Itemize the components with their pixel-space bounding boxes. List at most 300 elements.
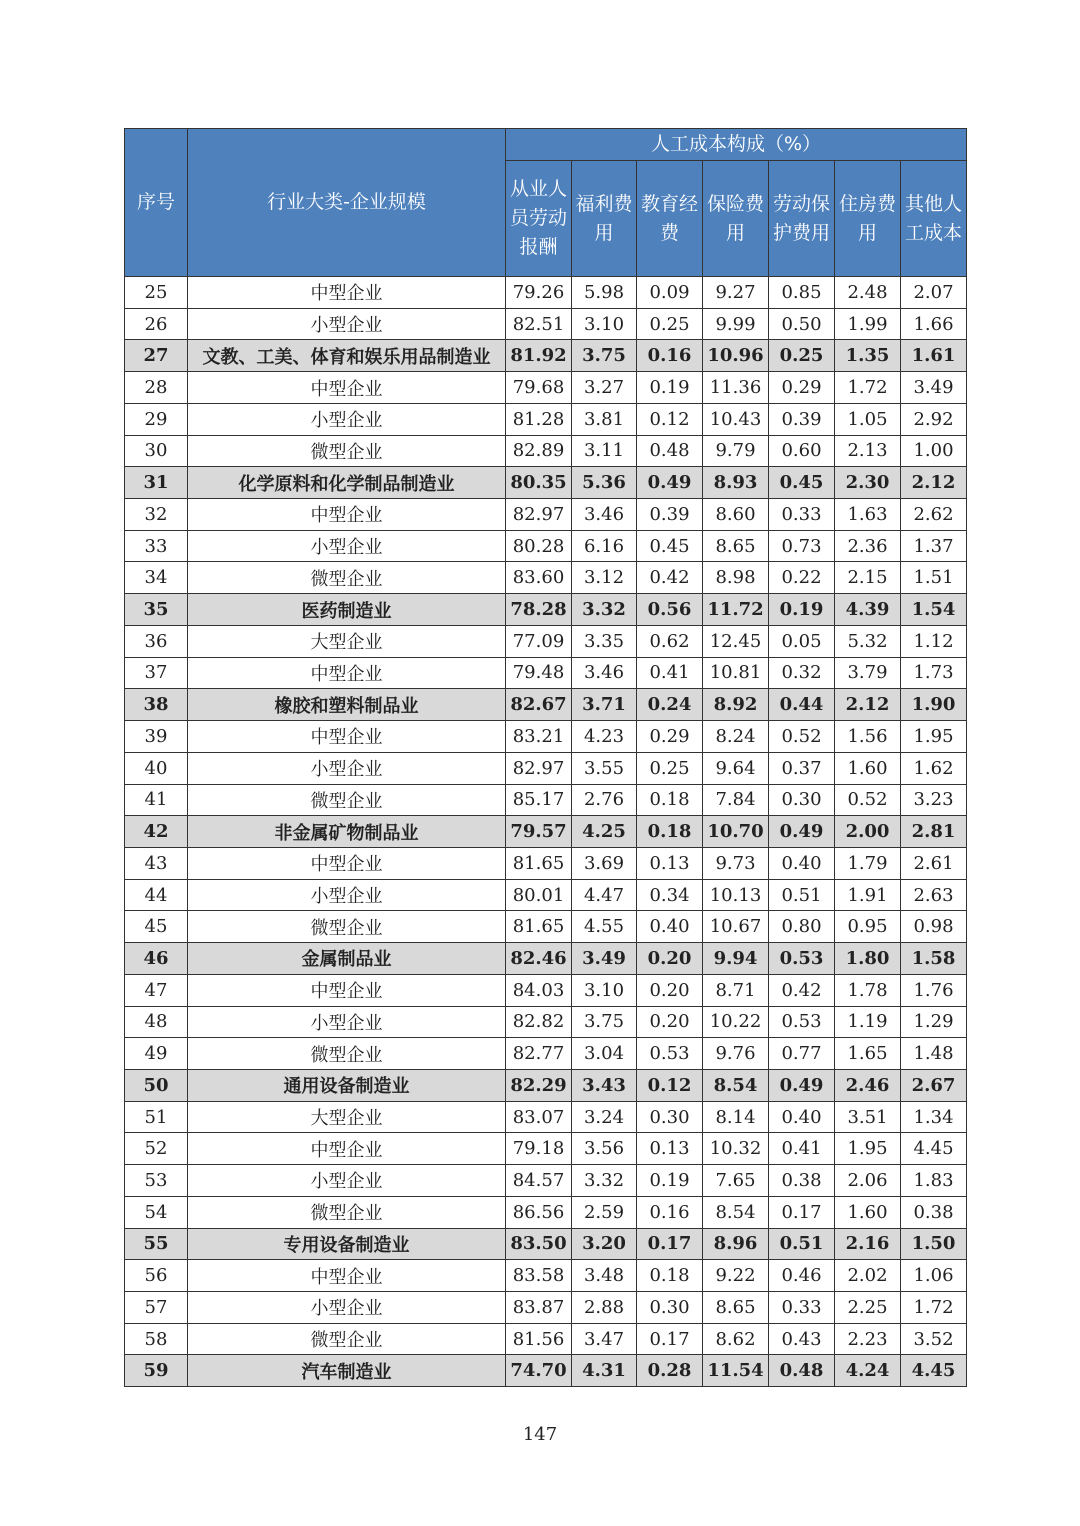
row-seq: 36 [125,625,188,657]
row-value: 3.52 [901,1323,967,1355]
table-row [125,847,967,879]
row-value: 0.13 [637,1133,703,1165]
row-value: 3.12 [572,562,637,594]
row-value: 0.18 [637,816,703,848]
row-value: 12.45 [703,625,769,657]
row-value: 3.49 [901,372,967,404]
row-value: 79.26 [506,277,572,309]
row-value: 85.17 [506,784,572,816]
row-value: 81.65 [506,847,572,879]
table-row [125,974,967,1006]
row-value: 0.48 [769,1355,835,1387]
row-seq: 53 [125,1165,188,1197]
category-row [125,943,967,975]
row-value: 5.36 [572,467,637,499]
row-value: 8.65 [703,530,769,562]
row-value: 8.71 [703,974,769,1006]
row-industry: 医药制造业 [188,594,506,626]
row-seq: 58 [125,1323,188,1355]
row-seq: 33 [125,530,188,562]
row-value: 0.53 [769,943,835,975]
row-seq: 38 [125,689,188,721]
table-body [125,277,967,1387]
table-row [125,562,967,594]
row-value: 1.91 [835,879,901,911]
row-seq: 47 [125,974,188,1006]
row-value: 1.78 [835,974,901,1006]
row-seq: 50 [125,1069,188,1101]
row-value: 0.49 [637,467,703,499]
row-value: 0.45 [637,530,703,562]
row-value: 0.52 [769,721,835,753]
row-seq: 40 [125,752,188,784]
row-value: 10.67 [703,911,769,943]
row-value: 9.22 [703,1260,769,1292]
row-seq: 52 [125,1133,188,1165]
labor-cost-table [124,128,967,1387]
table-row [125,372,967,404]
row-value: 0.16 [637,1196,703,1228]
row-value: 0.17 [769,1196,835,1228]
row-value: 81.65 [506,911,572,943]
row-value: 8.62 [703,1323,769,1355]
row-value: 83.87 [506,1292,572,1324]
row-seq: 31 [125,467,188,499]
header-seq: 序号 [125,129,188,277]
row-value: 3.71 [572,689,637,721]
row-value: 82.97 [506,499,572,531]
row-value: 1.00 [901,435,967,467]
row-industry: 文教、工美、体育和娱乐用品制造业 [188,340,506,372]
row-value: 0.44 [769,689,835,721]
row-value: 0.18 [637,1260,703,1292]
row-value: 1.56 [835,721,901,753]
row-value: 4.23 [572,721,637,753]
row-value: 8.24 [703,721,769,753]
row-value: 82.97 [506,752,572,784]
header-col-compensation: 从业人员劳动报酬 [506,161,572,277]
row-seq: 37 [125,657,188,689]
row-seq: 56 [125,1260,188,1292]
table-row [125,879,967,911]
row-value: 2.06 [835,1165,901,1197]
row-industry: 中型企业 [188,277,506,309]
table-row [125,1101,967,1133]
table-row [125,1006,967,1038]
row-value: 1.62 [901,752,967,784]
row-value: 8.54 [703,1069,769,1101]
row-value: 3.10 [572,308,637,340]
row-value: 1.37 [901,530,967,562]
table-row [125,1165,967,1197]
row-industry: 中型企业 [188,847,506,879]
row-industry: 中型企业 [188,1133,506,1165]
table-row [125,784,967,816]
table-row [125,752,967,784]
row-seq: 43 [125,847,188,879]
row-value: 0.51 [769,1228,835,1260]
row-value: 82.89 [506,435,572,467]
row-value: 84.57 [506,1165,572,1197]
row-value: 79.48 [506,657,572,689]
table-row [125,530,967,562]
row-seq: 51 [125,1101,188,1133]
row-value: 83.50 [506,1228,572,1260]
row-value: 8.14 [703,1101,769,1133]
header-col-welfare: 福利费用 [572,161,637,277]
row-value: 1.79 [835,847,901,879]
row-value: 10.70 [703,816,769,848]
page-number: 147 [522,1424,558,1445]
row-value: 0.22 [769,562,835,594]
row-value: 2.76 [572,784,637,816]
row-value: 0.33 [769,499,835,531]
row-value: 1.66 [901,308,967,340]
row-seq: 55 [125,1228,188,1260]
row-value: 1.60 [835,752,901,784]
row-value: 9.99 [703,308,769,340]
row-value: 1.48 [901,1038,967,1070]
row-value: 0.20 [637,943,703,975]
table-row [125,721,967,753]
row-industry: 大型企业 [188,625,506,657]
row-value: 81.92 [506,340,572,372]
row-value: 1.34 [901,1101,967,1133]
row-value: 2.59 [572,1196,637,1228]
row-value: 8.96 [703,1228,769,1260]
row-value: 0.34 [637,879,703,911]
row-value: 0.56 [637,594,703,626]
row-value: 3.79 [835,657,901,689]
row-industry: 中型企业 [188,499,506,531]
row-value: 5.32 [835,625,901,657]
row-value: 0.51 [769,879,835,911]
row-value: 5.98 [572,277,637,309]
row-seq: 30 [125,435,188,467]
row-value: 0.38 [769,1165,835,1197]
row-value: 3.56 [572,1133,637,1165]
table-row [125,1196,967,1228]
row-value: 0.40 [769,1101,835,1133]
table-row [125,657,967,689]
row-industry: 化学原料和化学制品制造业 [188,467,506,499]
row-value: 6.16 [572,530,637,562]
table-row [125,499,967,531]
row-value: 82.51 [506,308,572,340]
row-value: 3.43 [572,1069,637,1101]
row-value: 0.16 [637,340,703,372]
row-industry: 橡胶和塑料制品业 [188,689,506,721]
row-value: 1.72 [901,1292,967,1324]
row-seq: 59 [125,1355,188,1387]
row-value: 3.55 [572,752,637,784]
row-industry: 微型企业 [188,1196,506,1228]
row-value: 3.32 [572,1165,637,1197]
row-value: 1.72 [835,372,901,404]
row-value: 0.43 [769,1323,835,1355]
row-value: 11.36 [703,372,769,404]
row-value: 81.28 [506,403,572,435]
row-value: 2.15 [835,562,901,594]
row-value: 3.46 [572,657,637,689]
row-industry: 小型企业 [188,308,506,340]
row-value: 1.12 [901,625,967,657]
row-value: 4.31 [572,1355,637,1387]
row-value: 81.56 [506,1323,572,1355]
category-row [125,689,967,721]
row-value: 86.56 [506,1196,572,1228]
row-value: 0.19 [769,594,835,626]
row-value: 2.36 [835,530,901,562]
row-value: 0.25 [637,308,703,340]
row-value: 0.42 [769,974,835,1006]
row-industry: 小型企业 [188,879,506,911]
row-value: 0.37 [769,752,835,784]
row-industry: 中型企业 [188,657,506,689]
row-value: 2.81 [901,816,967,848]
row-value: 1.95 [835,1133,901,1165]
category-row [125,467,967,499]
row-value: 3.04 [572,1038,637,1070]
row-value: 8.92 [703,689,769,721]
row-industry: 中型企业 [188,1260,506,1292]
row-industry: 通用设备制造业 [188,1069,506,1101]
row-value: 0.25 [769,340,835,372]
row-value: 82.29 [506,1069,572,1101]
row-value: 82.46 [506,943,572,975]
row-value: 9.79 [703,435,769,467]
row-industry: 小型企业 [188,1292,506,1324]
row-value: 3.46 [572,499,637,531]
row-value: 74.70 [506,1355,572,1387]
category-row [125,1228,967,1260]
row-industry: 微型企业 [188,784,506,816]
row-value: 1.06 [901,1260,967,1292]
row-seq: 54 [125,1196,188,1228]
row-value: 0.32 [769,657,835,689]
row-value: 7.65 [703,1165,769,1197]
row-seq: 27 [125,340,188,372]
row-seq: 41 [125,784,188,816]
row-value: 1.19 [835,1006,901,1038]
row-value: 0.13 [637,847,703,879]
table-row [125,1292,967,1324]
row-seq: 57 [125,1292,188,1324]
row-industry: 小型企业 [188,530,506,562]
row-industry: 微型企业 [188,562,506,594]
row-value: 2.12 [901,467,967,499]
row-value: 0.49 [769,1069,835,1101]
row-seq: 25 [125,277,188,309]
row-value: 77.09 [506,625,572,657]
row-value: 0.48 [637,435,703,467]
row-value: 0.17 [637,1323,703,1355]
row-value: 1.05 [835,403,901,435]
row-value: 1.29 [901,1006,967,1038]
row-value: 0.85 [769,277,835,309]
row-value: 1.83 [901,1165,967,1197]
row-value: 0.20 [637,974,703,1006]
row-value: 3.32 [572,594,637,626]
row-value: 3.47 [572,1323,637,1355]
row-value: 3.20 [572,1228,637,1260]
row-value: 0.29 [637,721,703,753]
row-value: 10.96 [703,340,769,372]
category-row [125,1069,967,1101]
row-industry: 金属制品业 [188,943,506,975]
table-row [125,625,967,657]
row-value: 2.67 [901,1069,967,1101]
row-value: 9.73 [703,847,769,879]
row-value: 4.24 [835,1355,901,1387]
row-value: 2.16 [835,1228,901,1260]
row-value: 83.07 [506,1101,572,1133]
row-industry: 大型企业 [188,1101,506,1133]
table-row [125,1038,967,1070]
row-value: 3.81 [572,403,637,435]
row-value: 10.13 [703,879,769,911]
table-row [125,277,967,309]
row-value: 8.65 [703,1292,769,1324]
row-value: 3.23 [901,784,967,816]
row-value: 1.35 [835,340,901,372]
row-value: 3.35 [572,625,637,657]
row-value: 0.30 [769,784,835,816]
table-header [125,129,967,277]
row-industry: 小型企业 [188,1006,506,1038]
row-value: 9.76 [703,1038,769,1070]
row-seq: 32 [125,499,188,531]
row-value: 3.75 [572,1006,637,1038]
row-industry: 中型企业 [188,974,506,1006]
row-value: 3.48 [572,1260,637,1292]
row-value: 0.05 [769,625,835,657]
header-col-housing: 住房费用 [835,161,901,277]
row-value: 0.46 [769,1260,835,1292]
row-value: 8.93 [703,467,769,499]
row-value: 3.51 [835,1101,901,1133]
row-value: 2.13 [835,435,901,467]
row-value: 0.18 [637,784,703,816]
row-industry: 汽车制造业 [188,1355,506,1387]
row-value: 10.81 [703,657,769,689]
row-value: 83.60 [506,562,572,594]
row-value: 0.30 [637,1101,703,1133]
category-row [125,1355,967,1387]
row-value: 80.01 [506,879,572,911]
row-value: 0.53 [637,1038,703,1070]
row-value: 83.21 [506,721,572,753]
row-value: 0.09 [637,277,703,309]
row-value: 9.64 [703,752,769,784]
row-seq: 35 [125,594,188,626]
row-value: 2.25 [835,1292,901,1324]
row-value: 8.60 [703,499,769,531]
row-value: 3.10 [572,974,637,1006]
row-value: 1.80 [835,943,901,975]
row-value: 82.77 [506,1038,572,1070]
table-row [125,435,967,467]
category-row [125,594,967,626]
row-seq: 34 [125,562,188,594]
header-industry: 行业大类-企业规模 [188,129,506,277]
row-value: 3.69 [572,847,637,879]
row-industry: 小型企业 [188,752,506,784]
row-value: 0.95 [835,911,901,943]
row-seq: 29 [125,403,188,435]
header-group: 人工成本构成（%） [506,129,967,161]
row-value: 79.18 [506,1133,572,1165]
row-value: 2.00 [835,816,901,848]
row-value: 0.41 [637,657,703,689]
row-value: 0.29 [769,372,835,404]
header-col-protection: 劳动保护费用 [769,161,835,277]
row-value: 2.48 [835,277,901,309]
row-value: 0.40 [769,847,835,879]
row-seq: 49 [125,1038,188,1070]
row-value: 8.98 [703,562,769,594]
row-seq: 44 [125,879,188,911]
row-value: 3.75 [572,340,637,372]
row-value: 0.49 [769,816,835,848]
row-value: 0.19 [637,1165,703,1197]
row-value: 0.12 [637,403,703,435]
row-industry: 小型企业 [188,403,506,435]
row-industry: 专用设备制造业 [188,1228,506,1260]
row-value: 78.28 [506,594,572,626]
row-value: 0.50 [769,308,835,340]
row-value: 0.24 [637,689,703,721]
row-value: 83.58 [506,1260,572,1292]
row-value: 82.67 [506,689,572,721]
row-value: 4.47 [572,879,637,911]
row-value: 0.62 [637,625,703,657]
row-value: 1.95 [901,721,967,753]
row-value: 11.54 [703,1355,769,1387]
row-value: 4.45 [901,1133,967,1165]
row-seq: 46 [125,943,188,975]
row-industry: 微型企业 [188,1323,506,1355]
category-row [125,340,967,372]
row-value: 1.73 [901,657,967,689]
row-industry: 小型企业 [188,1165,506,1197]
row-value: 2.92 [901,403,967,435]
row-value: 0.52 [835,784,901,816]
row-value: 9.27 [703,277,769,309]
row-value: 84.03 [506,974,572,1006]
row-industry: 微型企业 [188,911,506,943]
row-value: 0.40 [637,911,703,943]
row-value: 1.58 [901,943,967,975]
row-value: 3.49 [572,943,637,975]
row-seq: 42 [125,816,188,848]
table-row [125,1260,967,1292]
row-value: 2.61 [901,847,967,879]
row-value: 1.50 [901,1228,967,1260]
row-value: 3.24 [572,1101,637,1133]
row-value: 0.77 [769,1038,835,1070]
row-value: 2.62 [901,499,967,531]
row-value: 0.42 [637,562,703,594]
row-value: 0.73 [769,530,835,562]
row-value: 0.30 [637,1292,703,1324]
row-value: 2.30 [835,467,901,499]
row-value: 10.32 [703,1133,769,1165]
header-col-other: 其他人工成本 [901,161,967,277]
row-value: 79.68 [506,372,572,404]
table-row [125,403,967,435]
table-row [125,911,967,943]
